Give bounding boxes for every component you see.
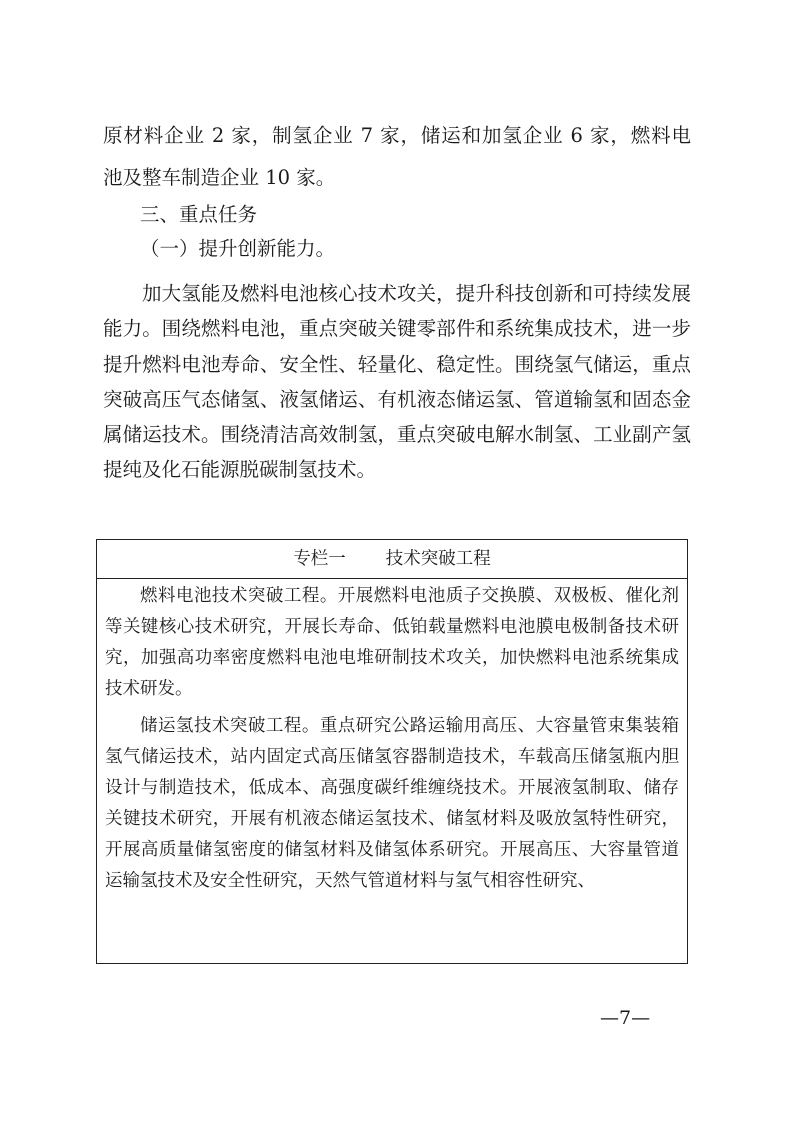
box-body [97, 579, 687, 897]
box-title [97, 540, 687, 579]
body-paragraph: 加大氢能及燃料电池核心技术攻关，提升科技创新和可持续发展能力。围绕燃料电池，重点突破关键零部件和系统集成技术，进一步提升燃料电池寿命、安全性、轻量化、稳定性。围绕氢气储运，重点突破高压气态储氢、液氢储运、有机液态储运氢、管道输氢和固态金属储运技术。围绕清洁高效制氢，重点突破电解水制氢、工业副产氢提纯及化石能源脱碳制氢技术。 [103, 282, 691, 482]
box-paragraph: 燃料电池技术突破工程。开展燃料电池质子交换膜、双极板、催化剂等关键核心技术研究，开展长寿命、低铂载量燃料电池膜电极制备技术研究，加强高功率密度燃料电池电堆研制技术攻关，加快燃料电池系统集成技术研发。 [105, 586, 679, 699]
paragraph-line: 原材料企业 2 家，制氢企业 7 家，储运和加氢企业 6 家，燃料电 [103, 124, 691, 147]
box-title-right: 技术突破工程 [385, 549, 491, 569]
feature-box [96, 539, 688, 964]
page-number: —7— [600, 1007, 651, 1029]
section-heading: 三、重点任务 [140, 203, 258, 226]
box-title-left: 专栏一 [293, 549, 346, 569]
box-paragraph: 储运氢技术突破工程。重点研究公路运输用高压、大容量管束集装箱氢气储运技术，站内固定式高压储氢容器制造技术，车载高压储氢瓶内胆设计与制造技术，低成本、高强度碳纤维缠绕技术。开展液氢制取、储存关键技术研究，开展有机液态储运氢技术、储氢材料及吸放氢特性研究，开展高质量储氢密度的储氢材料及储氢体系研究。开展高压、大容量管道运输氢技术及安全性研究，天然气管道材料与氢气相容性研究、 [105, 716, 679, 891]
paragraph-line: 池及整车制造企业 10 家。 [103, 166, 336, 189]
sub-heading: （一）提升创新能力。 [140, 237, 336, 260]
